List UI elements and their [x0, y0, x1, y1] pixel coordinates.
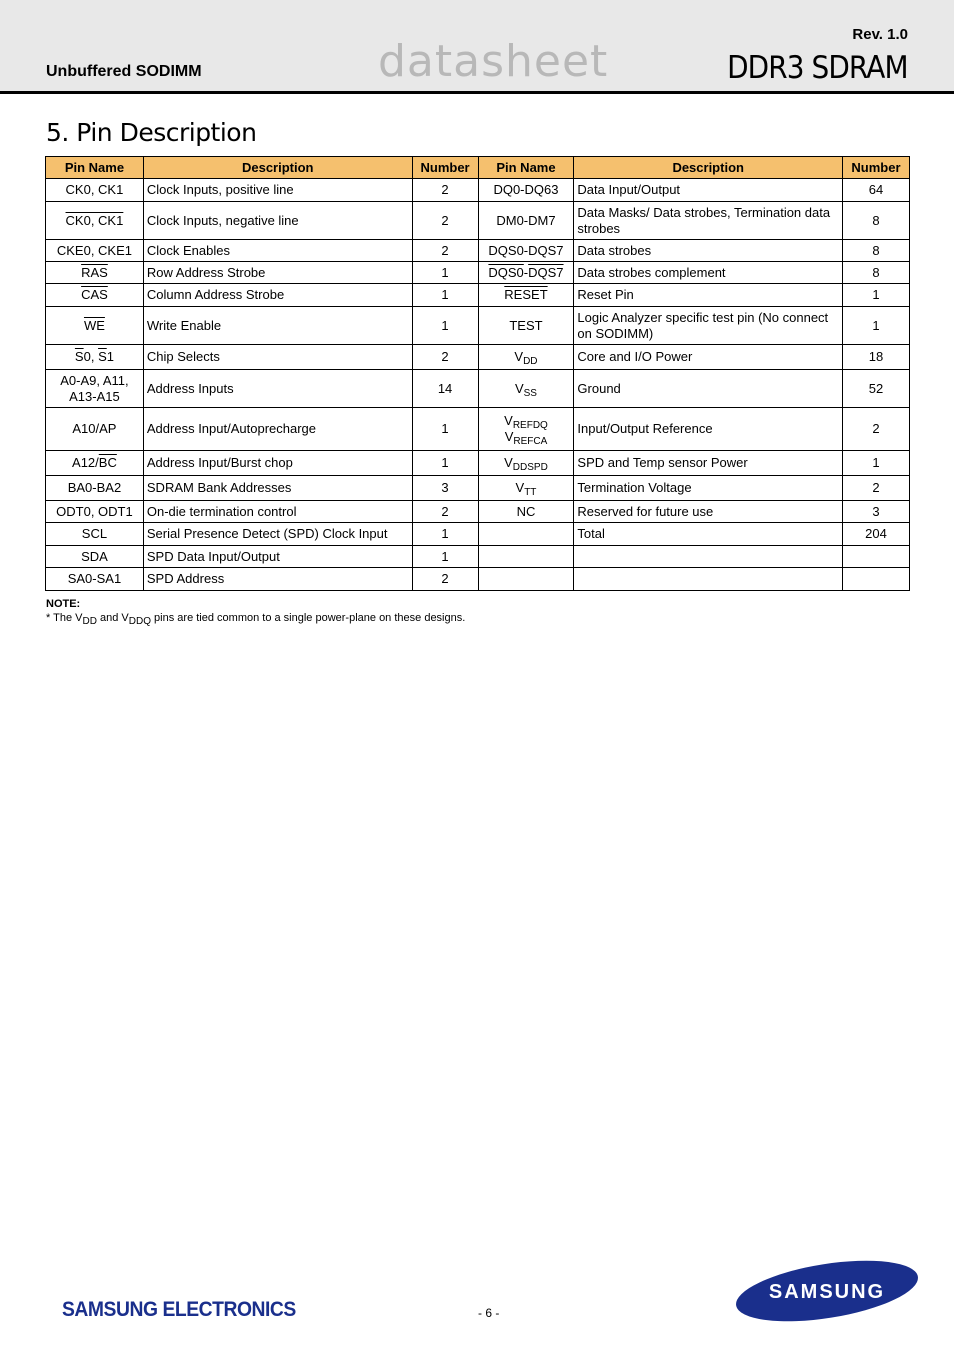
pin-name: $V_{TT}$ — [478, 476, 574, 501]
pin-count: 1 — [842, 284, 909, 307]
pin-count: 1 — [412, 408, 478, 451]
column-header: Description — [143, 157, 412, 179]
pin-description: Reserved for future use — [574, 501, 843, 523]
table-row — [46, 307, 910, 345]
pin-name: $V_{DD}$ — [478, 345, 574, 370]
pin-name: NC — [478, 501, 574, 523]
pin-description: Ground — [574, 370, 843, 408]
pin-name-text: $\overline{WE}$ — [83, 317, 105, 333]
table-row — [46, 451, 910, 476]
table-row — [46, 284, 910, 307]
pin-name: DM0-DM7 — [478, 202, 574, 240]
pin-name-text: $\overline{CAS}$ — [81, 287, 108, 302]
pin-name — [46, 262, 144, 284]
pin-name — [478, 284, 574, 307]
pin-count: 1 — [842, 307, 909, 345]
pin-description: SPD Address — [143, 568, 412, 591]
product-title: DDR3 SDRAM — [727, 50, 908, 86]
pin-name — [478, 262, 574, 284]
pin-name — [478, 568, 574, 591]
table-row — [46, 345, 910, 370]
table-row — [46, 202, 910, 240]
table-row — [46, 523, 910, 546]
pin-count: 1 — [842, 451, 909, 476]
pin-count: 3 — [412, 476, 478, 501]
pin-description: Serial Presence Detect (SPD) Clock Input — [143, 523, 412, 546]
pin-count: 2 — [412, 202, 478, 240]
pin-description: Data Masks/ Data strobes, Termination data strobes — [574, 202, 843, 240]
column-header: Number — [842, 157, 909, 179]
column-header: Pin Name — [478, 157, 574, 179]
pin-name-text: $\overline{S}0$, $\overline{S}1$ — [74, 349, 114, 364]
pin-description-table — [45, 156, 910, 591]
pin-name: DQ0-DQ63 — [478, 179, 574, 202]
pin-name: SDA — [46, 546, 144, 568]
pin-count: 8 — [842, 202, 909, 240]
pin-description: Column Address Strobe — [143, 284, 412, 307]
pin-name: $A12/\overline{BC}$ — [46, 451, 144, 476]
pin-name: CK0, CK1 — [46, 179, 144, 202]
pin-description: Write Enable — [143, 307, 412, 345]
pin-description: Termination Voltage — [574, 476, 843, 501]
samsung-logo — [732, 1255, 922, 1327]
pin-count: 1 — [412, 451, 478, 476]
table-row — [46, 240, 910, 262]
pin-name: SA0-SA1 — [46, 568, 144, 591]
pin-description: SPD and Temp sensor Power — [574, 451, 843, 476]
pin-name: CKE0, CKE1 — [46, 240, 144, 262]
pin-count: 2 — [412, 179, 478, 202]
table-row — [46, 179, 910, 202]
pin-description: Core and I/O Power — [574, 345, 843, 370]
pin-count: 2 — [842, 408, 909, 451]
pin-name: A10/AP — [46, 408, 144, 451]
pin-count: 2 — [412, 501, 478, 523]
pin-count: 3 — [842, 501, 909, 523]
pin-count: 64 — [842, 179, 909, 202]
note-text: * The $V_{DD}$ and $V_{DDQ}$ pins are tied common to a single power-plane on these designs. — [46, 612, 466, 627]
pin-count — [842, 568, 909, 591]
pin-description: Address Inputs — [143, 370, 412, 408]
table-row — [46, 370, 910, 408]
pin-count: 2 — [842, 476, 909, 501]
pin-description: Clock Inputs, positive line — [143, 179, 412, 202]
pin-name — [46, 202, 144, 240]
pin-count: 1 — [412, 284, 478, 307]
pin-description: SDRAM Bank Addresses — [143, 476, 412, 501]
table-row — [46, 262, 910, 284]
pin-description: Reset Pin — [574, 284, 843, 307]
column-header: Number — [412, 157, 478, 179]
pin-description: Row Address Strobe — [143, 262, 412, 284]
pin-count: 204 — [842, 523, 909, 546]
table-row — [46, 568, 910, 591]
pin-name — [46, 284, 144, 307]
pin-name: $V_{DDSPD}$ — [478, 451, 574, 476]
pin-name-text: $\overline{RAS}$ — [81, 264, 108, 280]
table-row — [46, 408, 910, 451]
pin-count: 2 — [412, 568, 478, 591]
table-header-row — [46, 157, 910, 179]
pin-description: Clock Inputs, negative line — [143, 202, 412, 240]
pin-count — [842, 546, 909, 568]
pin-name: DQS0-DQS7 — [478, 240, 574, 262]
header-rule — [0, 91, 954, 94]
pin-count: 2 — [412, 240, 478, 262]
document-subtitle: Unbuffered SODIMM — [46, 63, 202, 80]
table-row — [46, 501, 910, 523]
pin-name: ODT0, ODT1 — [46, 501, 144, 523]
column-header: Pin Name — [46, 157, 144, 179]
pin-name — [46, 345, 144, 370]
pin-count: 1 — [412, 307, 478, 345]
pin-description: Input/Output Reference — [574, 408, 843, 451]
pin-description: Chip Selects — [143, 345, 412, 370]
pin-description: Logic Analyzer specific test pin (No connect on SODIMM) — [574, 307, 843, 345]
pin-description: Data strobes complement — [574, 262, 843, 284]
note-heading: NOTE: — [46, 598, 81, 610]
pin-description: Data Input/Output — [574, 179, 843, 202]
pin-count: 14 — [412, 370, 478, 408]
pin-name — [46, 307, 144, 345]
pin-description: Data strobes — [574, 240, 843, 262]
revision-label: Rev. 1.0 — [852, 26, 908, 43]
table-row — [46, 546, 910, 568]
column-header: Description — [574, 157, 843, 179]
pin-name: $V_{SS}$ — [478, 370, 574, 408]
pin-name: A0-A9, A11, A13-A15 — [46, 370, 144, 408]
footer-brand: SAMSUNG ELECTRONICS — [62, 1298, 296, 1321]
page-number: - 6 - — [478, 1306, 500, 1320]
pin-description — [574, 546, 843, 568]
pin-name: TEST — [478, 307, 574, 345]
pin-count: 8 — [842, 240, 909, 262]
pin-description: Address Input/Burst chop — [143, 451, 412, 476]
pin-description: On-die termination control — [143, 501, 412, 523]
pin-description — [574, 568, 843, 591]
pin-count: 18 — [842, 345, 909, 370]
pin-name: BA0-BA2 — [46, 476, 144, 501]
pin-name-text: CK0, CK1 — [65, 212, 124, 228]
logo-wordmark: SAMSUNG — [768, 1281, 886, 1303]
pin-description: Address Input/Autoprecharge — [143, 408, 412, 451]
pin-count: 1 — [412, 523, 478, 546]
pin-count: 1 — [412, 546, 478, 568]
pin-name-text: RESET — [504, 287, 548, 302]
watermark: datasheet — [378, 36, 609, 87]
pin-name: SCL — [46, 523, 144, 546]
pin-description: Total — [574, 523, 843, 546]
pin-count: 52 — [842, 370, 909, 408]
table-row — [46, 476, 910, 501]
pin-name-text: DQS0-DQS7 — [488, 264, 564, 280]
section-title: 5. Pin Description — [46, 118, 257, 147]
pin-name — [478, 546, 574, 568]
pin-name: $V_{REFDQ}$ $V_{REFCA}$ — [478, 408, 574, 451]
pin-count: 1 — [412, 262, 478, 284]
pin-name — [478, 523, 574, 546]
pin-description: SPD Data Input/Output — [143, 546, 412, 568]
pin-count: 2 — [412, 345, 478, 370]
pin-count: 8 — [842, 262, 909, 284]
pin-description: Clock Enables — [143, 240, 412, 262]
